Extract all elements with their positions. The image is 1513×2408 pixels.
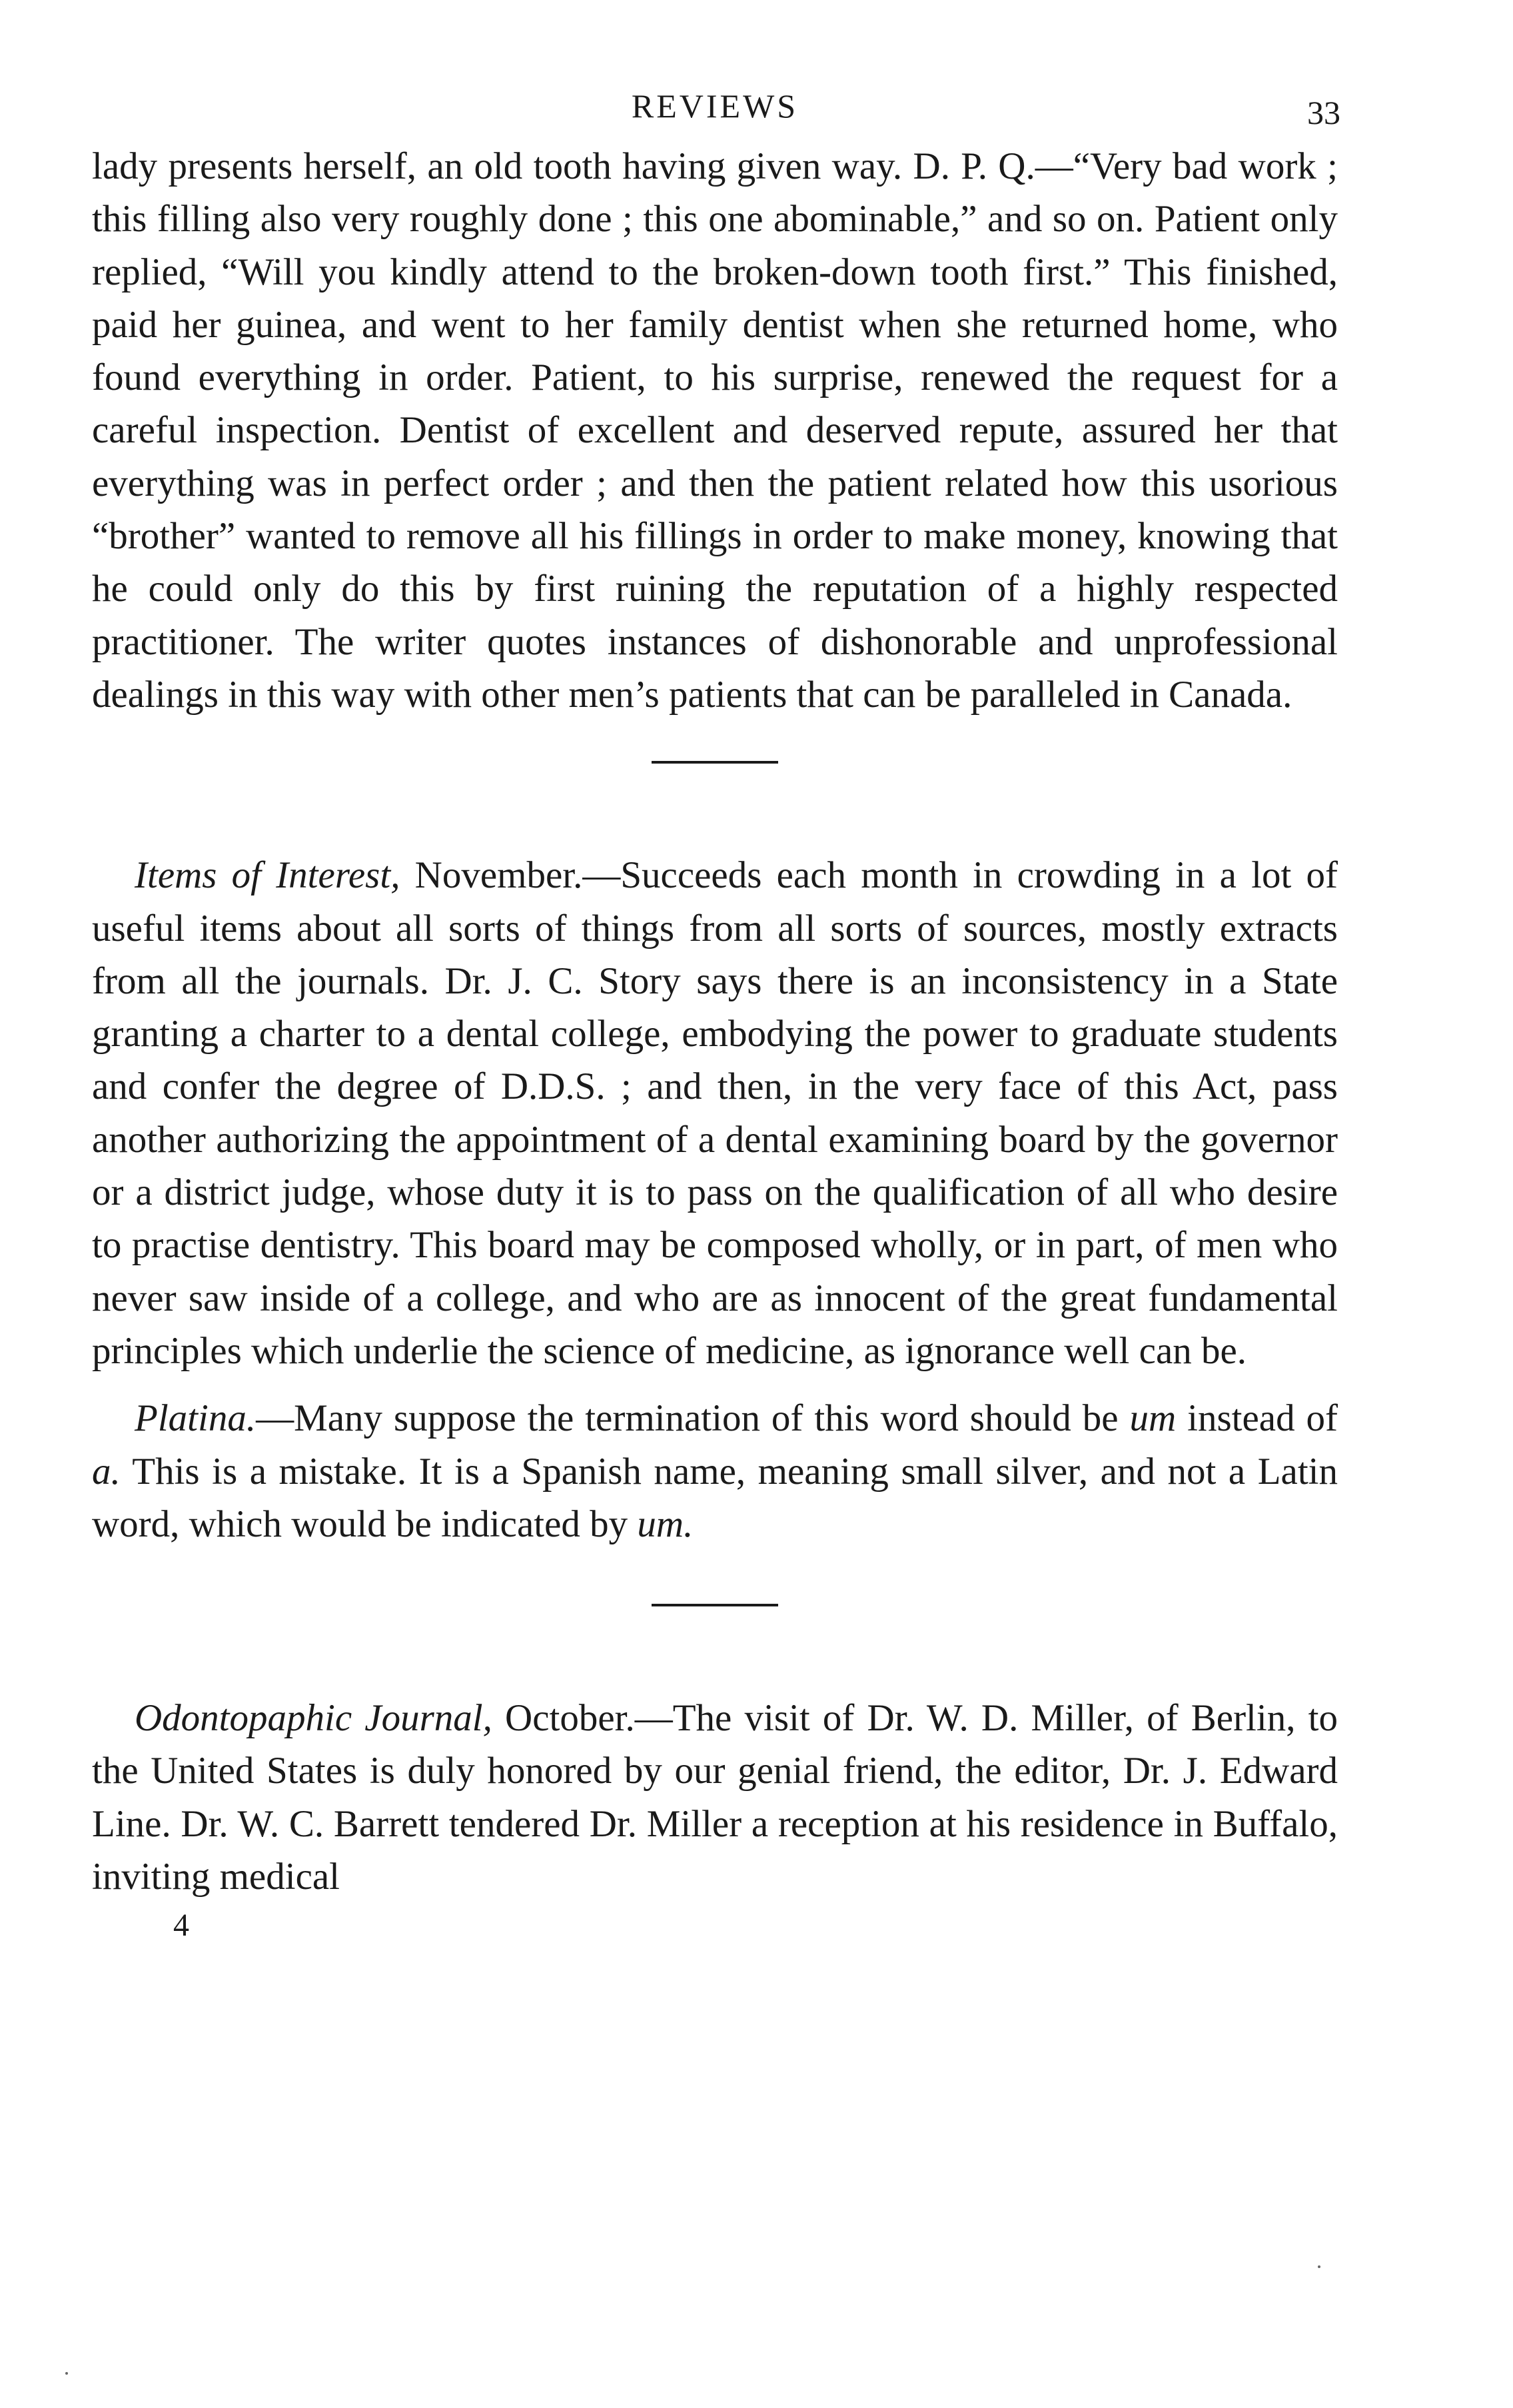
subheading-platina: Platina.	[135, 1397, 256, 1440]
paper-speck	[1318, 2265, 1320, 2268]
paper-speck	[65, 2372, 68, 2375]
paragraph-odontographic-journal	[92, 1692, 1338, 1903]
paragraph-text: November.—Succeeds each month in crowding in a lot of useful items about all sorts of things from all sorts of sources, mostly extracts from all the journals. Dr. J. C. Story says there is an inconsistency in a State granting a charter to a dental college, embodying the power to graduate students and confer the degree of D.D.S. ; and then, in the very face of this Act, pass another authorizing the appointment of a dental examining board by the governor or a district judge, whose duty it is to pass on the qualification of all who desire to practise dentistry. This board may be composed wholly, or in part, of men who never saw inside of a college, and who are as innocent of the great fundamental principles which underlie the science of medicine, as ignorance well can be.	[92, 854, 1338, 1372]
page-number: 33	[1307, 94, 1340, 131]
paragraph-text: instead of	[1176, 1397, 1338, 1440]
running-title: REVIEWS	[631, 87, 799, 125]
paragraph-items-of-interest	[92, 849, 1338, 1377]
signature-mark: 4	[173, 1908, 189, 1944]
running-header	[92, 87, 1338, 140]
paragraph-continued-review	[92, 140, 1338, 721]
section-divider	[652, 761, 778, 764]
paragraph-text: lady presents herself, an old tooth having given way. D. P. Q.—“Very bad work ; this filling also very roughly done ; this one abominable,” and so on. Patient only replied, “Will you kindly attend to the broken-down tooth first.” This finished, paid her guinea, and went to her family dentist when she returned home, who found everything in order. Patient, to his surprise, renewed the request for a careful inspection. Dentist of excellent and deserved repute, assured her that everything was in perfect order ; and then the patient related how this usorious “brother” wanted to remove all his fillings in order to make money, knowing that he could only do this by first ruining the reputation of a highly respected practitioner. The writer quotes instances of dishonorable and unprofessional dealings in this way with other men’s patients that can be paralleled in Canada.	[92, 145, 1338, 716]
paragraph-text: —Many suppose the termination of this word should be	[256, 1397, 1130, 1440]
journal-title: Items of Interest,	[135, 854, 400, 897]
paragraph-platina	[92, 1392, 1338, 1550]
italic-term: um.	[637, 1503, 694, 1545]
section-divider	[652, 1604, 778, 1606]
paragraph-text: This is a mistake. It is a Spanish name, meaning small silver, and not a Latin word, which would be indicated by	[92, 1450, 1338, 1545]
page	[92, 87, 1338, 1944]
italic-term: a.	[92, 1450, 121, 1493]
paragraph-text: October.—The visit of Dr. W. D. Miller, of Berlin, to the United States is duly honored by our genial friend, the editor, Dr. J. Edward Line. Dr. W. C. Barrett tendered Dr. Miller a reception at his residence in Buffalo, inviting medical	[92, 1697, 1338, 1898]
italic-term: um	[1129, 1397, 1177, 1440]
journal-title: Odontopaphic Journal,	[135, 1697, 492, 1740]
